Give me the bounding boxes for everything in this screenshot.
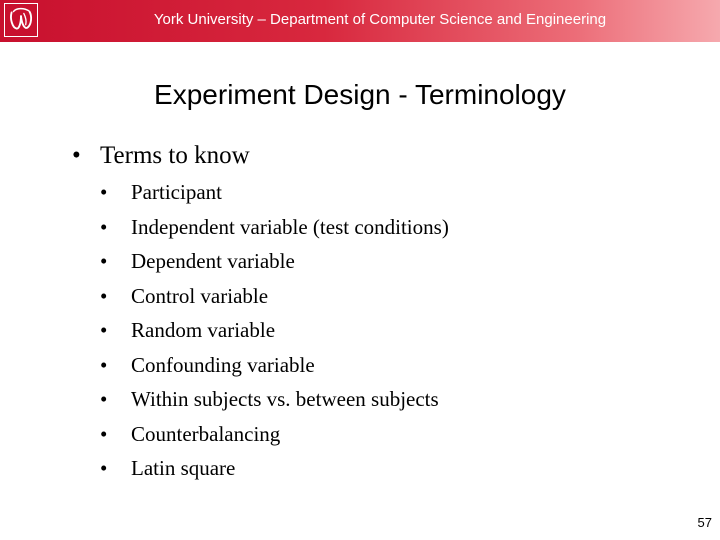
list-item [100, 419, 449, 454]
list-item-text: Confounding variable [131, 352, 315, 377]
slide-header-bar [0, 0, 720, 42]
page-number: 57 [697, 515, 712, 530]
list-item [100, 212, 449, 247]
terms-list [100, 177, 449, 488]
header-department-text: York University – Department of Computer Science and Engineering [153, 11, 607, 28]
list-item-text: Within subjects vs. between subjects [131, 387, 439, 411]
list-item-text: Latin square [131, 456, 236, 480]
list-item [100, 246, 449, 281]
list-item-text: Random variable [131, 318, 276, 342]
list-item [100, 281, 449, 316]
slide-title: Experiment Design - Terminology [154, 79, 566, 110]
bullet-dot: • [72, 142, 81, 169]
list-item-text: Control variable [131, 283, 269, 308]
bullet-dot: • [100, 214, 108, 239]
bullet-dot: • [100, 180, 108, 204]
bullet-dot: • [100, 352, 108, 377]
list-item [100, 350, 449, 385]
bullet-dot: • [100, 283, 108, 308]
york-university-logo-icon [4, 3, 38, 37]
bullet-dot: • [100, 318, 108, 342]
bullet-dot: • [100, 387, 108, 411]
list-item [100, 453, 449, 488]
list-item-text: Participant [131, 180, 222, 204]
main-bullet [72, 141, 250, 171]
list-item-text: Counterbalancing [131, 421, 281, 446]
bullet-dot: • [100, 249, 108, 273]
list-item [100, 384, 449, 419]
bullet-dot: • [100, 421, 108, 446]
main-bullet-text: Terms to know [100, 142, 250, 169]
list-item [100, 177, 449, 212]
list-item [100, 315, 449, 350]
list-item-text: Dependent variable [131, 249, 295, 273]
list-item-text: Independent variable (test conditions) [131, 214, 449, 239]
bullet-dot: • [100, 456, 108, 480]
